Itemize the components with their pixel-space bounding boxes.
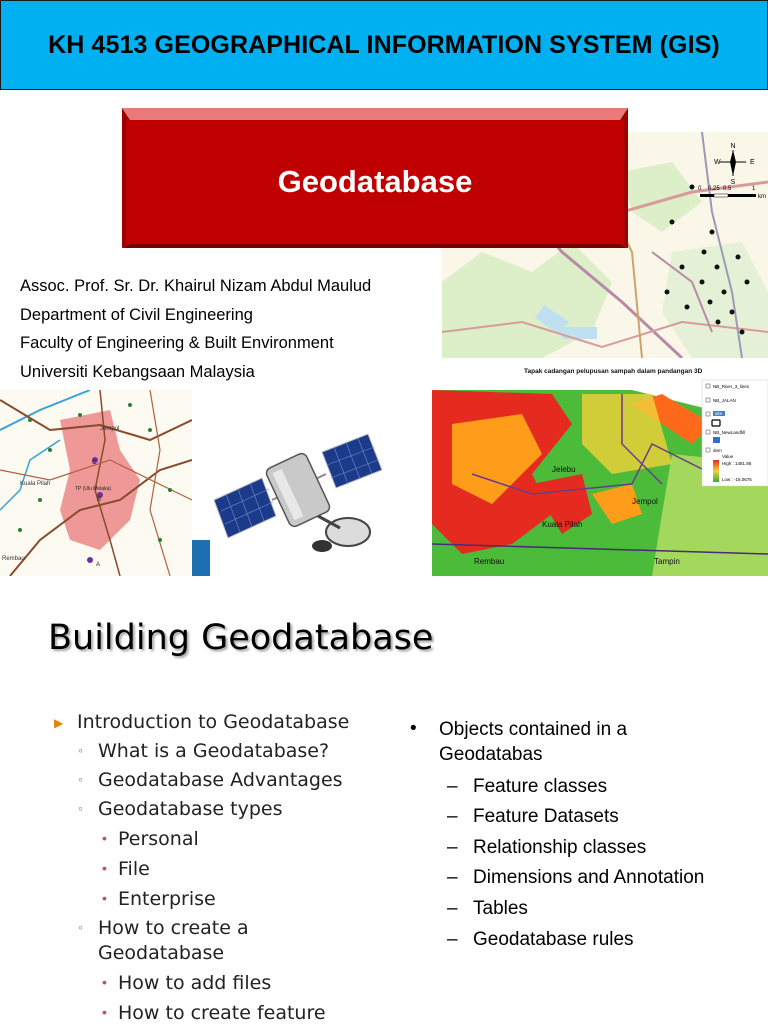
svg-text:Rembau: Rembau xyxy=(2,556,25,562)
outline-text: How to create feature xyxy=(118,1002,326,1024)
svg-text:W: W xyxy=(714,159,721,166)
author-name: Assoc. Prof. Sr. Dr. Khairul Nizam Abdul Maulud xyxy=(20,277,372,295)
outline-text: Enterprise xyxy=(118,888,216,910)
dash-bullet-icon: – xyxy=(447,776,458,797)
svg-text:dem: dem xyxy=(713,448,722,453)
dot-bullet-icon: • xyxy=(102,830,107,846)
svg-text:NB_NewLandfill: NB_NewLandfill xyxy=(713,430,746,435)
svg-text:B: B xyxy=(97,497,102,503)
svg-text:Jempol: Jempol xyxy=(632,497,658,506)
dot-bullet-icon: • xyxy=(102,890,107,906)
object-item: Geodatabase rules xyxy=(473,929,634,950)
svg-text:E: E xyxy=(750,159,755,166)
satellite-icon xyxy=(210,430,385,560)
svg-text:NB_River_3_lines: NB_River_3_lines xyxy=(713,384,750,389)
department: Department of Civil Engineering xyxy=(20,305,253,324)
dot-bullet-icon: • xyxy=(102,1004,107,1020)
outline-item xyxy=(54,714,63,732)
dem-legend xyxy=(702,380,768,486)
slide-title: Building Geodatabase xyxy=(48,618,434,658)
svg-text:Tampin: Tampin xyxy=(654,557,680,566)
object-item: Feature Datasets xyxy=(473,806,619,827)
svg-text:Low : -18.0675: Low : -18.0675 xyxy=(722,477,752,482)
svg-text:S: S xyxy=(730,179,736,186)
svg-text:0.25: 0.25 xyxy=(708,186,720,192)
svg-text:km: km xyxy=(758,194,766,200)
title-box xyxy=(126,120,624,244)
author-info xyxy=(20,272,440,386)
dash-bullet-icon: – xyxy=(447,898,458,919)
object-item: Tables xyxy=(473,898,528,919)
object-item: Relationship classes xyxy=(473,837,647,858)
svg-text:TP (Ulu Melaka): TP (Ulu Melaka) xyxy=(75,486,112,492)
course-banner xyxy=(0,0,768,90)
svg-text:Rembau: Rembau xyxy=(474,557,505,566)
circle-bullet-icon: ◦ xyxy=(78,742,83,758)
dem-header: Tapak cadangan pelupusan sampah dalam pandangan 3D xyxy=(524,368,703,375)
outline-text: How to create a xyxy=(98,917,249,939)
svg-text:0: 0 xyxy=(698,186,702,192)
faculty: Faculty of Engineering & Built Environment xyxy=(20,334,334,352)
svg-text:0.5: 0.5 xyxy=(723,186,732,192)
circle-bullet-icon: ◦ xyxy=(78,771,83,787)
dash-bullet-icon: – xyxy=(447,806,458,827)
outline-text: Geodatabase types xyxy=(98,798,283,820)
university: Universiti Kebangsaan Malaysia xyxy=(20,362,255,381)
svg-text:Kuala Pilah: Kuala Pilah xyxy=(20,481,51,487)
outline-text: Personal xyxy=(118,828,199,850)
course-title: KH 4513 GEOGRAPHICAL INFORMATION SYSTEM (GIS) xyxy=(48,30,720,59)
object-item: Feature classes xyxy=(473,776,608,797)
svg-text:High : 1481.86: High : 1481.86 xyxy=(722,461,752,466)
outline-text: Geodatabase xyxy=(98,942,225,964)
object-item: Dimensions and Annotation xyxy=(473,867,705,888)
objects-heading-line2: Geodatabas xyxy=(439,744,543,765)
svg-text:Kuala Pilah: Kuala Pilah xyxy=(542,520,583,529)
svg-text:1: 1 xyxy=(752,186,756,192)
road-map-image xyxy=(0,390,192,576)
svg-text:site: site xyxy=(715,411,723,416)
dash-bullet-icon: – xyxy=(447,929,458,950)
svg-text:Jempol: Jempol xyxy=(100,426,120,432)
svg-text:C: C xyxy=(92,460,97,466)
circle-bullet-icon: ◦ xyxy=(78,800,83,816)
dash-bullet-icon: – xyxy=(447,867,458,888)
svg-text:Value: Value xyxy=(722,454,734,459)
outline-text: Introduction to Geodatabase xyxy=(77,711,350,733)
svg-text:N: N xyxy=(730,143,736,150)
triangle-bullet-icon: ▶ xyxy=(54,716,64,730)
dash-bullet-icon: – xyxy=(447,837,458,858)
outline-text: What is a Geodatabase? xyxy=(98,740,330,762)
dem-map-image xyxy=(432,364,768,576)
svg-text:A: A xyxy=(96,562,101,568)
dot-bullet-icon: • xyxy=(102,860,107,876)
dot-bullet-icon: • xyxy=(102,974,107,990)
outline-text: File xyxy=(118,858,150,880)
circle-bullet-icon: ◦ xyxy=(78,919,83,935)
content-slide xyxy=(0,598,768,1024)
outline-text: Geodatabase Advantages xyxy=(98,769,343,791)
slide-title: Geodatabase xyxy=(277,164,473,199)
outline-text: How to add files xyxy=(118,972,272,994)
svg-text:NB_JALAN: NB_JALAN xyxy=(713,398,736,403)
svg-text:Jelebu: Jelebu xyxy=(552,465,576,474)
bullet-dot-icon: • xyxy=(410,718,417,739)
decorative-strip xyxy=(192,540,210,576)
objects-heading-line1: Objects contained in a xyxy=(439,719,628,740)
svg-text:Tapak cadangan pelupusan sampa xyxy=(524,368,703,375)
